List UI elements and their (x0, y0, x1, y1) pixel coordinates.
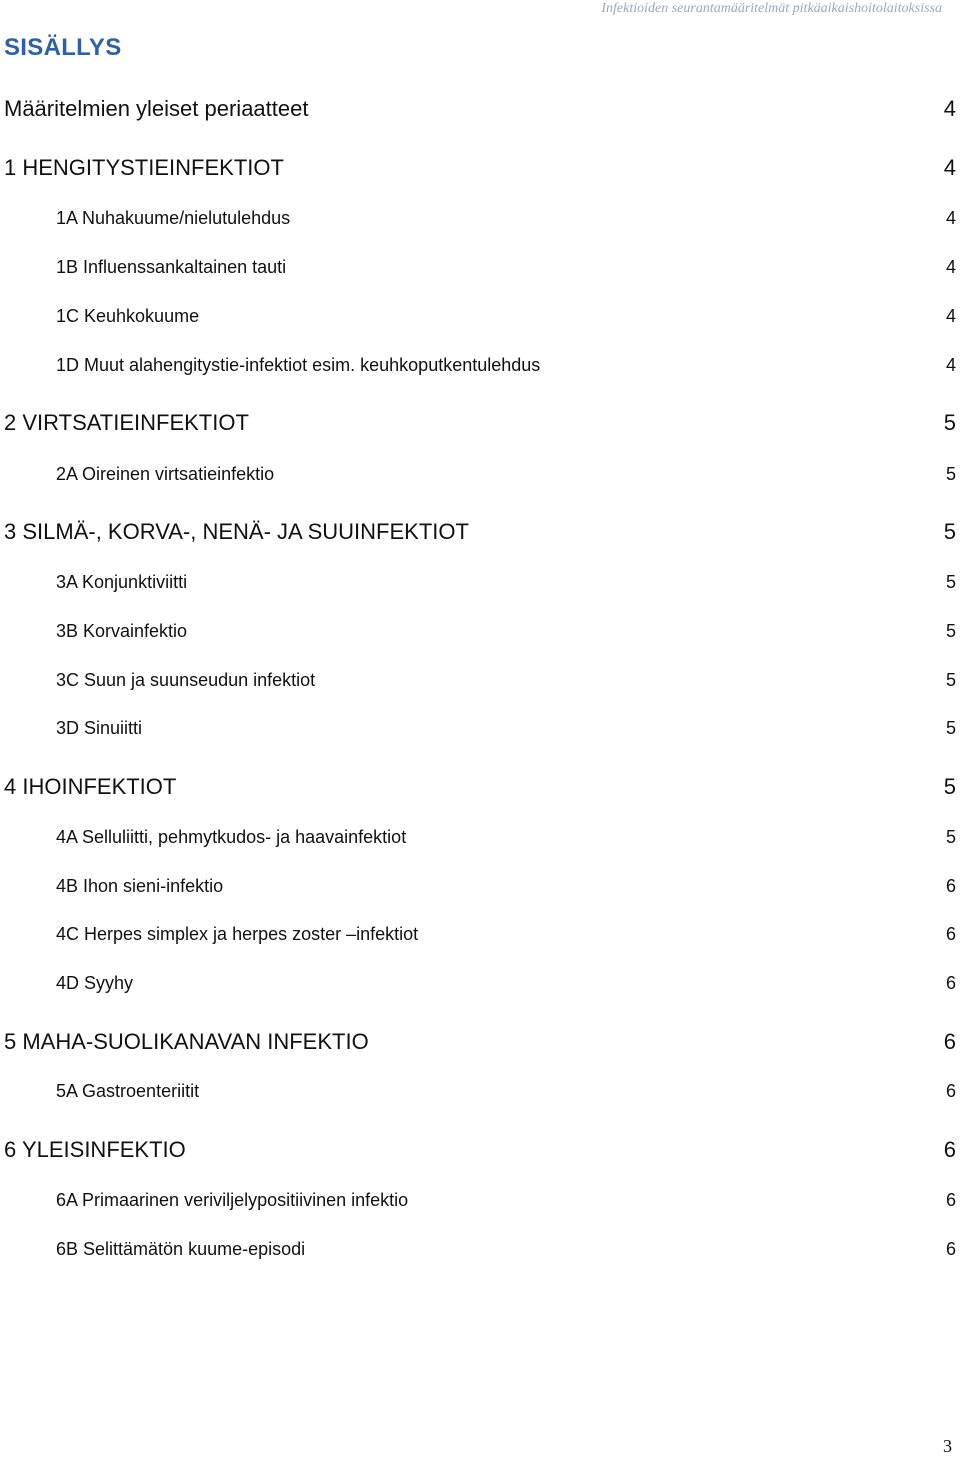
toc-entry-label: 4 IHOINFEKTIOT (4, 774, 177, 799)
toc-entry-4[interactable] (0, 772, 960, 802)
toc-entry-label: 3C Suun ja suunseudun infektiot (56, 670, 316, 690)
toc-entry-page: 6 (945, 973, 956, 993)
toc-entry-page: 5 (943, 774, 956, 799)
toc-entry-page: 6 (945, 1190, 956, 1210)
toc-entry-label: 4D Syyhy (56, 973, 134, 993)
toc-entry-2[interactable] (0, 408, 960, 438)
toc-entry-1a[interactable] (0, 203, 960, 233)
toc-entry-label: 6 YLEISINFEKTIO (4, 1137, 186, 1162)
toc-entry-page: 4 (945, 355, 956, 375)
toc-entry-label: 3A Konjunktiviitti (56, 572, 188, 592)
toc-entry-4d[interactable] (0, 968, 960, 998)
toc-entry-page: 4 (943, 155, 956, 180)
toc-entry-page: 5 (945, 621, 956, 641)
toc-entry-5a[interactable] (0, 1076, 960, 1106)
toc-entry-1c[interactable] (0, 301, 960, 331)
toc-entry-label: 6A Primaarinen veriviljelypositiivinen infektio (56, 1190, 409, 1210)
toc-entry-page: 6 (943, 1137, 956, 1162)
running-header-title: Infektioiden seurantamääritelmät pitkäaikaishoitolaitoksissa (601, 1, 942, 16)
toc-entry-4c[interactable] (0, 919, 960, 949)
toc-entry-page: 5 (945, 827, 956, 847)
toc-entry-general-principles[interactable] (0, 94, 960, 124)
page-number: 3 (943, 1436, 952, 1456)
toc-entry-page: 6 (943, 1029, 956, 1054)
toc-entry-page: 4 (945, 306, 956, 326)
toc-entry-6b[interactable] (0, 1234, 960, 1264)
toc-entry-label: 3 SILMÄ-, KORVA-, NENÄ- JA SUUINFEKTIOT (4, 519, 469, 544)
toc-entry-label: 4C Herpes simplex ja herpes zoster –infektiot (56, 924, 419, 944)
toc-entry-1b[interactable] (0, 252, 960, 282)
toc-entry-page: 5 (945, 464, 956, 484)
toc-entry-4b[interactable] (0, 871, 960, 901)
toc-entry-page: 6 (945, 1239, 956, 1259)
toc-heading: SISÄLLYS (4, 34, 122, 61)
toc-entry-3a[interactable] (0, 567, 960, 597)
toc-entry-label: 1D Muut alahengitystie-infektiot esim. keuhkoputkentulehdus (56, 355, 541, 375)
toc-entry-label: 6B Selittämätön kuume-episodi (56, 1239, 306, 1259)
toc-entry-label: 4B Ihon sieni-infektio (56, 876, 224, 896)
toc-entry-page: 5 (943, 519, 956, 544)
toc-entry-3d[interactable] (0, 713, 960, 743)
toc-entry-page: 5 (945, 670, 956, 690)
toc-entry-label: Määritelmien yleiset periaatteet (4, 96, 309, 121)
toc-entry-page: 5 (943, 410, 956, 435)
toc-entry-page: 4 (945, 257, 956, 277)
toc-entry-3[interactable] (0, 517, 960, 547)
toc-entry-label: 1 HENGITYSTIEINFEKTIOT (4, 155, 284, 180)
toc-entry-label: 3D Sinuiitti (56, 718, 143, 738)
toc-entry-label: 4A Selluliitti, pehmytkudos- ja haavainfektiot (56, 827, 407, 847)
toc-entry-3b[interactable] (0, 616, 960, 646)
toc-entry-6a[interactable] (0, 1185, 960, 1215)
toc-entry-label: 2 VIRTSATIEINFEKTIOT (4, 410, 249, 435)
toc-entry-page: 5 (945, 718, 956, 738)
toc-entry-page: 4 (943, 96, 956, 121)
toc-entry-page: 5 (945, 572, 956, 592)
toc-entry-3c[interactable] (0, 665, 960, 695)
toc-entry-label: 5A Gastroenteriitit (56, 1081, 200, 1101)
toc-entry-2a[interactable] (0, 459, 960, 489)
toc-entry-1[interactable] (0, 153, 960, 183)
toc-entry-page: 6 (945, 924, 956, 944)
toc-entry-5[interactable] (0, 1027, 960, 1057)
toc-entry-6[interactable] (0, 1135, 960, 1165)
toc-entry-label: 3B Korvainfektio (56, 621, 188, 641)
toc-entry-label: 1A Nuhakuume/nielutulehdus (56, 208, 291, 228)
toc-entry-1d[interactable] (0, 350, 960, 380)
toc-entry-label: 5 MAHA-SUOLIKANAVAN INFEKTIO (4, 1029, 369, 1054)
toc-entry-label: 1B Influenssankaltainen tauti (56, 257, 287, 277)
toc-entry-page: 4 (945, 208, 956, 228)
toc-entry-4a[interactable] (0, 822, 960, 852)
toc-entry-page: 6 (945, 876, 956, 896)
toc-entry-label: 2A Oireinen virtsatieinfektio (56, 464, 275, 484)
toc-entry-label: 1C Keuhkokuume (56, 306, 200, 326)
toc-entry-page: 6 (945, 1081, 956, 1101)
